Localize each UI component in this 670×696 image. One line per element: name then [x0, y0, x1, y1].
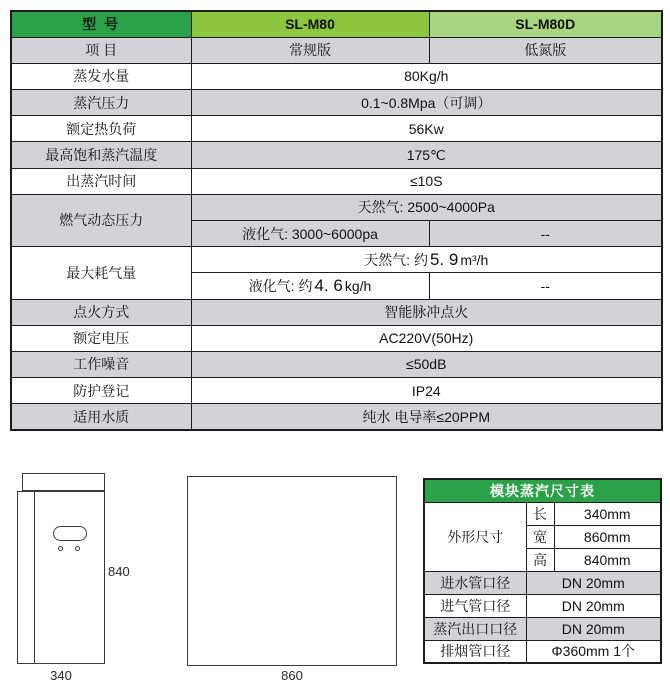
spec-table: [10, 10, 663, 431]
row-label: 防护登记: [11, 378, 191, 404]
row-value: AC220V(50Hz): [191, 325, 662, 351]
row-label: 工作噪音: [11, 351, 191, 377]
dimension-width-label: 340: [50, 668, 72, 683]
row-label: 点火方式: [11, 299, 191, 325]
front-view-body: [17, 491, 105, 664]
item-header-cell: 项 目: [11, 37, 191, 63]
dim-row-gas-inlet: [424, 594, 661, 617]
value-suffix: m³/h: [460, 252, 489, 268]
row-label: 蒸发水量: [11, 63, 191, 89]
row-label: 进水管口径: [424, 571, 526, 594]
model-header-cell: 型 号: [11, 11, 191, 37]
value-prefix: 天然气: 约: [364, 252, 428, 268]
row-heat-load: [11, 116, 662, 142]
dim-row-water-inlet: [424, 571, 661, 594]
dim-row-length: [424, 502, 661, 525]
row-value: DN 20mm: [526, 594, 661, 617]
gas-consumption-lpg: [191, 273, 429, 299]
value-suffix: kg/h: [344, 278, 372, 295]
row-noise: [11, 351, 662, 377]
dim-table-title: 模块蒸汽尺寸表: [424, 479, 661, 502]
side-view-body: [187, 476, 397, 666]
dim-key: 高: [526, 548, 554, 571]
row-value: ≤10S: [191, 168, 662, 194]
row-value: 175℃: [191, 142, 662, 168]
dimension-height-label: 840: [108, 564, 130, 579]
gas-pressure-lpg: 液化气: 3000~6000pa: [191, 221, 429, 247]
dim-table-header: [424, 479, 661, 502]
gas-pressure-natural: 天然气: 2500~4000Pa: [191, 194, 662, 220]
model-sl-m80d-cell: SL-M80D: [429, 11, 662, 37]
dim-value: 860mm: [554, 525, 661, 548]
row-gas-consumption-1: [11, 247, 662, 273]
row-label: 最大耗气量: [11, 247, 191, 299]
row-value: 80Kg/h: [191, 63, 662, 89]
row-label: 排烟管口径: [424, 640, 526, 663]
row-value: IP24: [191, 378, 662, 404]
row-protection: [11, 378, 662, 404]
row-model: [11, 11, 662, 37]
row-ignition: [11, 299, 662, 325]
row-label: 额定热负荷: [11, 116, 191, 142]
gas-consumption-natural: [191, 247, 662, 273]
value-number: 5. 9: [429, 250, 459, 269]
front-view-panel-line: [34, 491, 35, 664]
row-value: 纯水 电导率≤20PPM: [191, 404, 662, 430]
row-value: 0.1~0.8Mpa（可调）: [191, 90, 662, 116]
value-prefix: 液化气: 约: [248, 278, 313, 295]
variant-standard-cell: 常规版: [191, 37, 429, 63]
front-view-lid: [22, 473, 105, 491]
dim-value: 840mm: [554, 548, 661, 571]
row-steam-pressure: [11, 90, 662, 116]
variant-lownox-cell: 低氮版: [429, 37, 662, 63]
dim-value: 340mm: [554, 502, 661, 525]
row-label: 蒸汽压力: [11, 90, 191, 116]
outer-size-label: 外形尺寸: [424, 502, 526, 571]
row-value: ≤50dB: [191, 351, 662, 377]
front-view-vent-slot: [53, 526, 87, 541]
row-steam-time: [11, 168, 662, 194]
row-label: 燃气动态压力: [11, 194, 191, 246]
dim-row-flue: [424, 640, 661, 663]
model-sl-m80-cell: SL-M80: [191, 11, 429, 37]
dim-key: 宽: [526, 525, 554, 548]
row-value: DN 20mm: [526, 617, 661, 640]
row-item: [11, 37, 662, 63]
row-value: 56Kw: [191, 116, 662, 142]
module-dimension-table: [423, 478, 662, 664]
row-evaporation: [11, 63, 662, 89]
dash-cell: --: [429, 221, 662, 247]
row-label: 额定电压: [11, 325, 191, 351]
row-water-quality: [11, 404, 662, 430]
value-number: 4. 6: [314, 276, 343, 296]
dimension-depth-label: 860: [281, 668, 303, 683]
row-label: 适用水质: [11, 404, 191, 430]
row-label: 最高饱和蒸汽温度: [11, 142, 191, 168]
row-gas-pressure-1: [11, 194, 662, 220]
dash-cell: --: [429, 273, 662, 299]
row-value: 智能脉冲点火: [191, 299, 662, 325]
row-max-temp: [11, 142, 662, 168]
dim-key: 长: [526, 502, 554, 525]
row-label: 蒸汽出口口径: [424, 617, 526, 640]
row-label: 出蒸汽时间: [11, 168, 191, 194]
row-value: Φ360mm 1个: [526, 640, 661, 663]
front-view-hole: [75, 546, 80, 551]
front-view-hole: [58, 546, 63, 551]
row-value: DN 20mm: [526, 571, 661, 594]
dim-row-steam-outlet: [424, 617, 661, 640]
row-label: 进气管口径: [424, 594, 526, 617]
row-voltage: [11, 325, 662, 351]
